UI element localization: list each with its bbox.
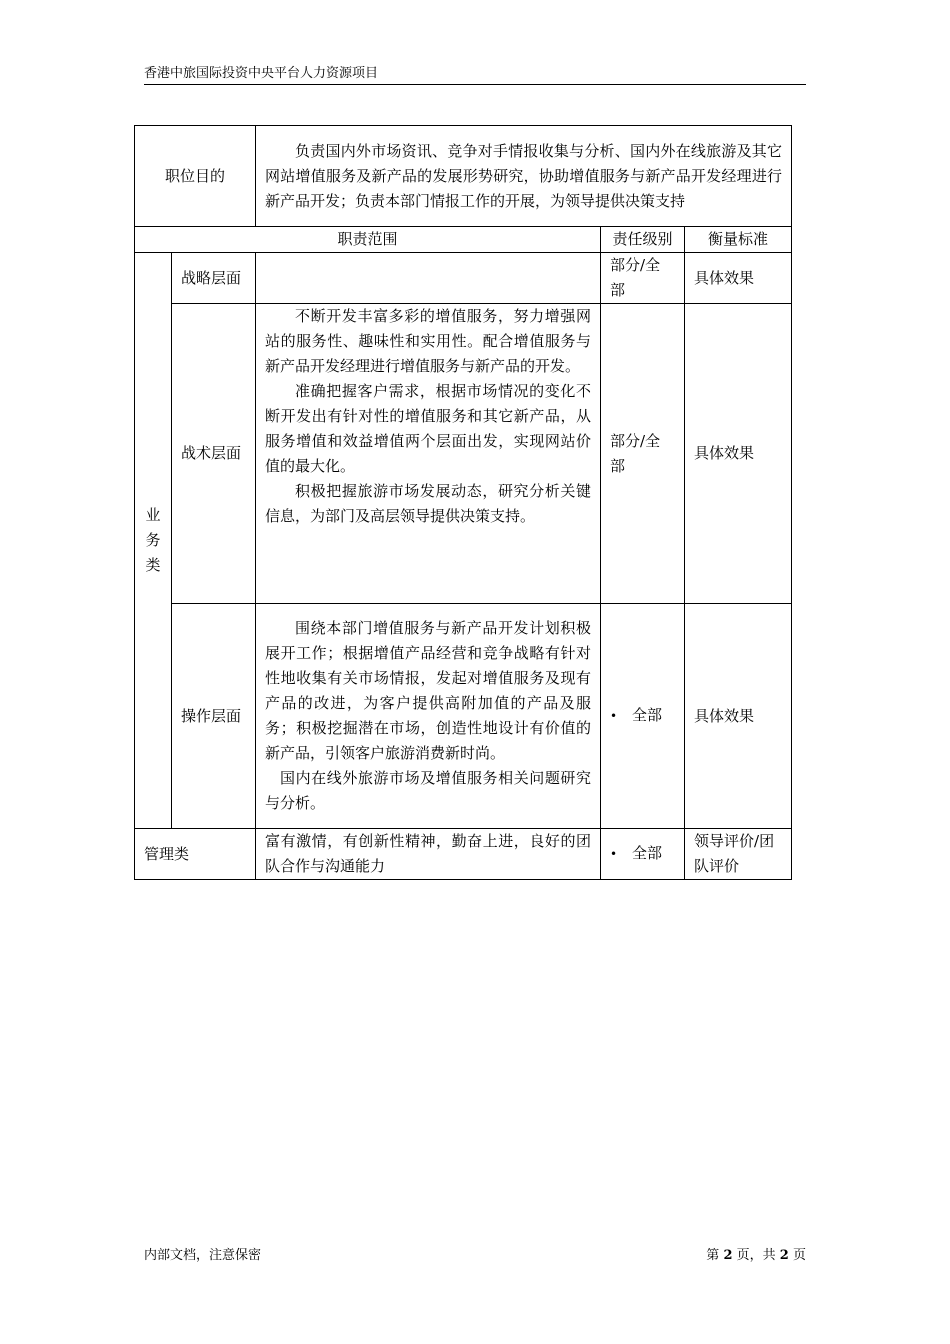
management-level: 全部 <box>632 844 663 862</box>
strategic-row <box>135 253 792 304</box>
page-middle: 页，共 <box>736 1248 776 1263</box>
strategic-duty-cell <box>256 253 601 304</box>
footer-confidential-note: 内部文档，注意保密 <box>144 1248 262 1263</box>
header-divider <box>144 84 806 85</box>
operational-level-cell <box>601 604 685 829</box>
layer-label-operational: 操作层面 <box>172 604 256 829</box>
business-category-label <box>135 253 172 829</box>
column-header-measure: 衡量标准 <box>685 227 792 253</box>
purpose-text <box>256 126 792 227</box>
column-header-row <box>135 227 792 253</box>
column-header-level: 责任级别 <box>601 227 685 253</box>
page-total: 2 <box>779 1248 789 1263</box>
document-header-title: 香港中旅国际投资中央平台人力资源项目 <box>144 66 379 81</box>
bullet-icon: • <box>610 709 618 723</box>
bullet-icon: • <box>610 847 618 861</box>
purpose-paragraph: 负责国内外市场资讯、竞争对手情报收集与分析、国内外在线旅游及其它网站增值服务及新产品的发展形势研究，协助增值服务与新产品开发经理进行新产品开发；负责本部门情报工作的开展，为领导提供决策支持 <box>265 141 783 210</box>
tactical-duty-1: 不断开发丰富多彩的增值服务，努力增强网站的服务性、趣味性和实用性。配合增值服务与新产品开发经理进行增值服务与新产品的开发。 <box>265 307 592 375</box>
column-header-scope: 职责范围 <box>135 227 601 253</box>
footer-page-number <box>700 1248 806 1264</box>
purpose-row <box>135 126 792 227</box>
management-duty-cell <box>256 829 601 880</box>
page-suffix: 页 <box>792 1248 806 1263</box>
tactical-level: 部分/全部 <box>601 304 685 604</box>
layer-label-tactical: 战术层面 <box>172 304 256 604</box>
operational-measure: 具体效果 <box>685 604 792 829</box>
management-measure: 领导评价/团队评价 <box>685 829 792 880</box>
operational-duty-2: 国内在线外旅游市场及增值服务相关问题研究与分析。 <box>265 769 592 812</box>
strategic-level: 部分/全部 <box>601 253 685 304</box>
page-current: 2 <box>723 1248 733 1263</box>
business-label-char: 类 <box>145 556 161 574</box>
strategic-measure: 具体效果 <box>685 253 792 304</box>
tactical-duty-3: 积极把握旅游市场发展动态，研究分析关键信息，为部门及高层领导提供决策支持。 <box>265 482 592 525</box>
operational-duty-cell <box>256 604 601 829</box>
tactical-row <box>135 304 792 604</box>
management-duty: 富有激情，有创新性精神，勤奋上进，良好的团队合作与沟通能力 <box>265 832 592 875</box>
tactical-duty-cell <box>256 304 601 604</box>
job-responsibility-table <box>134 125 792 880</box>
purpose-label: 职位目的 <box>135 126 256 227</box>
management-level-cell <box>601 829 685 880</box>
tactical-measure: 具体效果 <box>685 304 792 604</box>
management-label: 管理类 <box>135 829 256 880</box>
business-label-char: 业 <box>145 506 161 524</box>
operational-row <box>135 604 792 829</box>
management-row <box>135 829 792 880</box>
layer-label-strategic: 战略层面 <box>172 253 256 304</box>
page-prefix: 第 <box>706 1248 720 1263</box>
operational-duty-1: 围绕本部门增值服务与新产品开发计划积极展开工作；根据增值产品经营和竞争战略有针对性地收集有关市场情报，发起对增值服务及现有产品的改进，为客户提供高附加值的产品及服务；积极挖掘潜在市场，创造性地设计有价值的新产品，引领客户旅游消费新时尚。 <box>265 619 592 762</box>
tactical-duty-2: 准确把握客户需求，根据市场情况的变化不断开发出有针对性的增值服务和其它新产品，从服务增值和效益增值两个层面出发，实现网站价值的最大化。 <box>265 382 592 475</box>
operational-level: 全部 <box>632 706 663 724</box>
business-label-char: 务 <box>145 531 161 549</box>
